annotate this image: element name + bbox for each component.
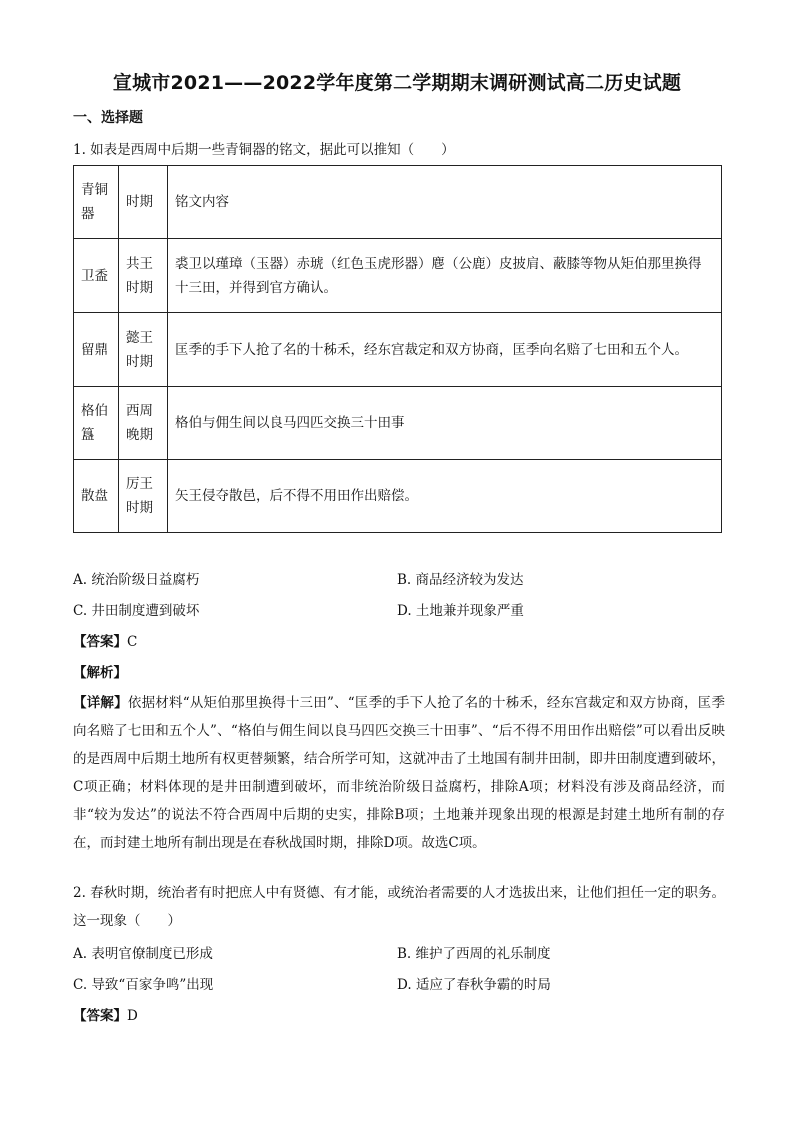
header-cell-inscription: 铭文内容	[168, 166, 722, 239]
q2-option-d: D. 适应了春秋争霸的时局	[397, 977, 551, 993]
table-row	[74, 313, 722, 387]
q1-answer	[73, 632, 137, 652]
answer-value: D	[127, 1008, 138, 1024]
page-title: 宣城市2021——2022学年度第二学期期末调研测试高二历史试题	[112, 72, 682, 94]
cell-bronze: 留鼎	[74, 313, 119, 387]
q1-option-a: A. 统治阶级日益腐朽	[73, 572, 200, 588]
cell-bronze: 格伯簋	[74, 387, 119, 460]
q1-detail-paragraph	[73, 689, 725, 857]
detail-label: 【详解】	[73, 695, 128, 711]
detail-text: 依据材料“从矩伯那里换得十三田”、“匡季的手下人抢了名的十秭禾，经东宫裁定和双方协商，匡季向名赔了七田和五个人”、“格伯与佣生间以良马四匹交换三十田事”、“后不得不用田作出赔偿”可以看出反映的是西周中后期土地所有权更替频繁，结合所学可知，这就冲击了土地国有制井田制，即井田制度遭到破坏，C项正确；材料体现的是井田制遭到破坏，而非统治阶级日益腐朽，排除A项；材料没有涉及商品经济，而非“较为发达”的说法不符合西周中后期的史实，排除B项；土地兼并现象出现的根源是封建土地所有制的存在，而封建土地所有制出现是在春秋战国时期，排除D项。故选C项。	[73, 695, 725, 851]
q2-answer	[73, 1006, 138, 1026]
analysis-label: 【解析】	[73, 665, 127, 681]
answer-label: 【答案】	[73, 1008, 127, 1024]
question-2-stem: 2. 春秋时期，统治者有时把庶人中有贤德、有才能，或统治者需要的人才选拔出来，让他们担任一定的职务。这一现象（ ）	[73, 885, 725, 929]
section-heading: 一、选择题	[73, 110, 143, 126]
q2-option-a: A. 表明官僚制度已形成	[73, 946, 213, 962]
inscription-table	[73, 165, 722, 533]
table-row	[74, 239, 722, 313]
q2-option-c: C. 导致“百家争鸣”出现	[73, 977, 214, 993]
table-row	[74, 387, 722, 460]
q1-option-c: C. 井田制度遭到破坏	[73, 603, 200, 619]
cell-period: 懿王时期	[119, 313, 168, 387]
header-cell-period: 时期	[119, 166, 168, 239]
table-row	[74, 460, 722, 533]
cell-inscription: 格伯与佣生间以良马四匹交换三十田事	[168, 387, 722, 460]
cell-period: 厉王时期	[119, 460, 168, 533]
q1-option-d: D. 土地兼并现象严重	[397, 603, 524, 619]
answer-label: 【答案】	[73, 634, 127, 650]
cell-inscription: 匡季的手下人抢了名的十秭禾，经东宫裁定和双方协商，匡季向名赔了七田和五个人。	[168, 313, 722, 387]
q1-option-b: B. 商品经济较为发达	[397, 572, 524, 588]
q1-analysis-heading	[73, 663, 127, 683]
cell-period: 共王时期	[119, 239, 168, 313]
table-header-row	[74, 166, 722, 239]
cell-inscription: 裘卫以瑾璋（玉器）赤琥（红色玉虎形器）麀（公鹿）皮披肩、蔽膝等物从矩伯那里换得十三田，并得到官方确认。	[168, 239, 722, 313]
header-cell-bronze: 青铜器	[74, 166, 119, 239]
question-1-stem: 1. 如表是西周中后期一些青铜器的铭文，据此可以推知（ ）	[73, 142, 455, 158]
cell-bronze: 散盘	[74, 460, 119, 533]
cell-period: 西周晚期	[119, 387, 168, 460]
answer-value: C	[127, 634, 138, 650]
cell-inscription: 矢王侵夺散邑，后不得不用田作出赔偿。	[168, 460, 722, 533]
q2-option-b: B. 维护了西周的礼乐制度	[397, 946, 551, 962]
cell-bronze: 卫盉	[74, 239, 119, 313]
